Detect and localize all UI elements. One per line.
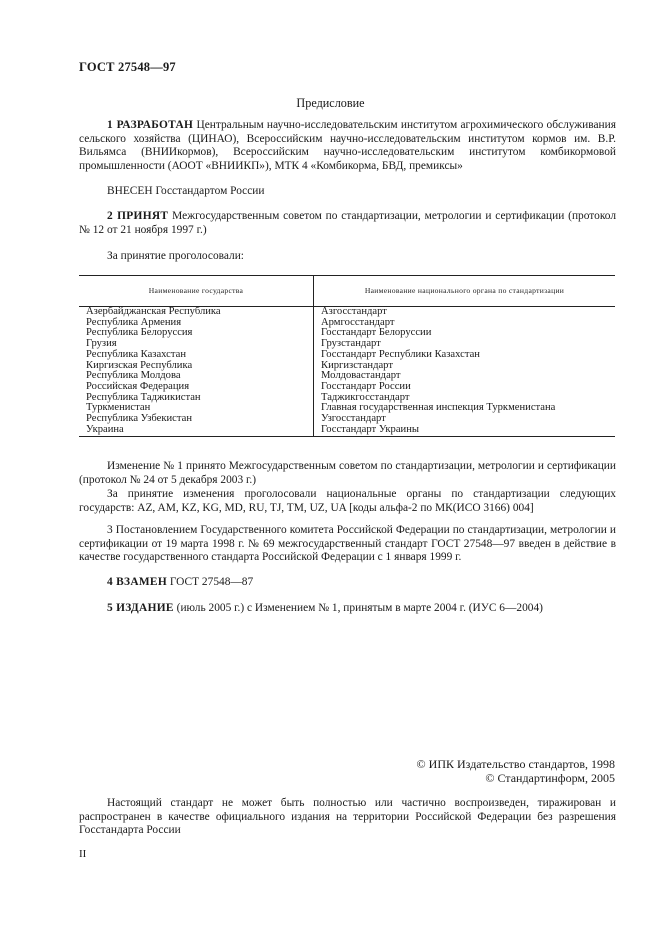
paragraph-resolution: 3 Постановлением Государственного комитета Российской Федерации по стандартизации, метрологии и сертификации от 19 марта 1998 г. № 69 межгосударственный стандарт ГОСТ 27548—97 введен в действие в качестве государственного стандарта Российской Федерации с 1 января 1999 г. bbox=[79, 524, 616, 564]
national-body-cell: Главная государственная инспекция Туркменистана bbox=[314, 403, 616, 414]
edition-label: 5 ИЗДАНИЕ bbox=[107, 602, 174, 614]
national-body-cell: Армгосстандарт bbox=[314, 318, 616, 329]
paragraph-replaces bbox=[107, 576, 616, 590]
state-cell: Республика Молдова bbox=[86, 370, 181, 382]
replaces-text: ГОСТ 27548—87 bbox=[169, 576, 254, 588]
state-cell: Российская Федерация bbox=[86, 380, 190, 392]
state-cell: Киргизская Республика bbox=[86, 359, 193, 371]
national-body-cell: Госстандарт Белоруссии bbox=[314, 328, 616, 339]
paragraph-developed-by bbox=[79, 119, 616, 173]
copyright-line-standartinform: © Стандартинформ, 2005 bbox=[485, 771, 615, 785]
developed-by-label: 1 РАЗРАБОТАН bbox=[107, 119, 194, 131]
voted-for-heading: За принятие проголосовали: bbox=[107, 250, 244, 262]
edition-text: (июль 2005 г.) с Изменением № 1, принятым в марте 2004 г. (ИУС 6—2004) bbox=[176, 602, 543, 614]
state-cell: Республика Таджикистан bbox=[86, 391, 201, 403]
national-body-cell: Узгосстандарт bbox=[314, 414, 616, 425]
paragraph-edition bbox=[107, 602, 616, 616]
state-cell: Украина bbox=[79, 425, 314, 437]
state-cell: Республика Белоруссия bbox=[86, 327, 193, 339]
column-header-national-body: Наименование национального органа по стандартизации bbox=[314, 276, 616, 307]
introduced-by-text: Госстандартом России bbox=[155, 185, 265, 197]
paragraph-amendment-adopted: Изменение № 1 принято Межгосударственным советом по стандартизации, метрологии и сертификации (протокол № 24 от 5 декабря 2003 г.) bbox=[79, 460, 616, 486]
state-cell: Республика Армения bbox=[86, 316, 182, 328]
table-row bbox=[79, 425, 615, 437]
adopted-by-text: Межгосударственным советом по стандартизации, метрологии и сертификации (протокол № 12 от 21 ноября 1997 г.) bbox=[79, 210, 617, 236]
state-cell: Азербайджанская Республика bbox=[86, 306, 221, 317]
national-body-cell: Азгосстандарт bbox=[314, 307, 616, 318]
national-body-cell: Киргизстандарт bbox=[314, 361, 616, 372]
reproduction-notice: Настоящий стандарт не может быть полностью или частично воспроизведен, тиражирован и распространен в качестве официального издания на территории Российской Федерации без разрешения Госстандарта России bbox=[79, 797, 616, 837]
state-cell: Республика Казахстан bbox=[86, 348, 187, 360]
national-body-cell: Таджикгосстандарт bbox=[314, 393, 616, 404]
section-title: Предисловие bbox=[296, 96, 365, 110]
paragraph-amendment-voted: За принятие изменения проголосовали национальные органы по стандартизации следующих государств: AZ, AM, KZ, KG, MD, RU, TJ, TM, UZ, UA [коды альфа-2 по МК(ИСО 3166) 004] bbox=[79, 488, 616, 514]
adopted-by-label: 2 ПРИНЯТ bbox=[107, 210, 169, 222]
national-body-cell: Грузстандарт bbox=[314, 339, 616, 350]
national-body-cell: Госстандарт Украины bbox=[314, 425, 616, 437]
national-body-cell: Госстандарт России bbox=[314, 382, 616, 393]
national-body-cell: Госстандарт Республики Казахстан bbox=[314, 350, 616, 361]
replaces-label: 4 ВЗАМЕН bbox=[107, 576, 167, 588]
copyright-line-publisher: © ИПК Издательство стандартов, 1998 bbox=[416, 757, 615, 771]
voting-states-table bbox=[79, 275, 615, 437]
page-number: II bbox=[79, 848, 87, 860]
state-cell: Туркменистан bbox=[86, 402, 151, 414]
developed-by-text: Центральным научно-исследовательским институтом агрохимического обслуживания сельского хозяйства (ЦИНАО), Всероссийским научно-исследовательским институтом кормов им. В.Р. Вильямса (ВНИИкормов), Всероссийским научно-исследовательским институтом комбикормовой промышленности (АООТ «ВНИИКП»), МТК 4 «Комбикорма, БВД, премиксы» bbox=[79, 119, 616, 172]
state-cell: Грузия bbox=[86, 338, 117, 350]
national-body-cell: Молдовастандарт bbox=[314, 371, 616, 382]
table-header-row bbox=[79, 276, 615, 307]
column-header-state: Наименование государства bbox=[79, 276, 314, 307]
introduced-by-label: ВНЕСЕН bbox=[107, 185, 153, 197]
document-id-header: ГОСТ 27548—97 bbox=[79, 60, 176, 74]
paragraph-introduced-by bbox=[107, 185, 616, 199]
paragraph-adopted-by bbox=[79, 210, 616, 237]
state-cell: Республика Узбекистан bbox=[86, 413, 193, 425]
table-row bbox=[79, 350, 615, 361]
